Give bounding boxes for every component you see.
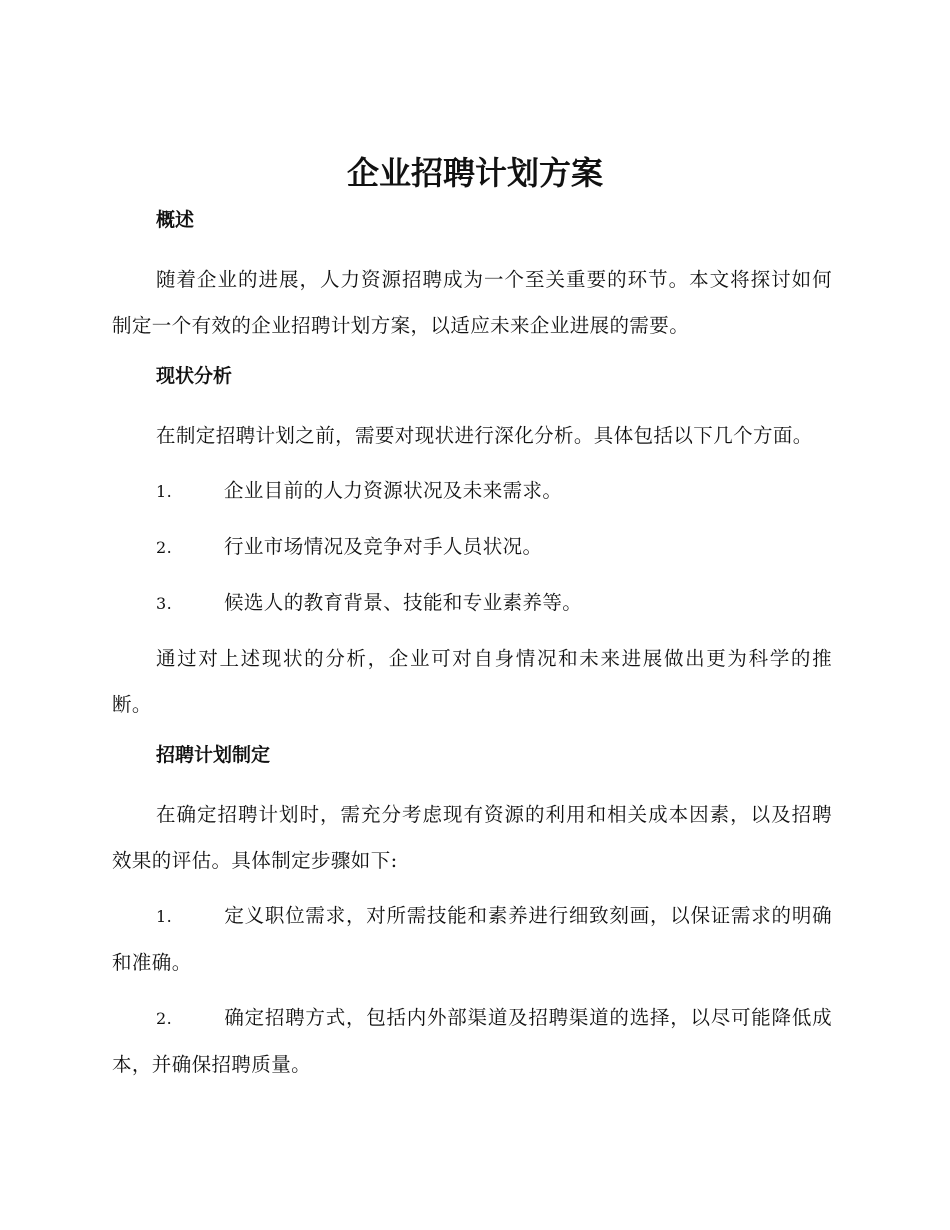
list-item (112, 893, 832, 986)
section-heading-status-analysis: 现状分析 (156, 365, 233, 387)
list-text: 行业市场情况及竞争对手人员状况。 (224, 535, 543, 558)
list-text: 确定招聘方式，包括内外部渠道及招聘渠道的选择，以尽可能降低成本，并确保招聘质量。 (112, 1006, 832, 1076)
section-heading-plan: 招聘计划制定 (156, 744, 271, 766)
list-number: 1. (156, 482, 173, 501)
paragraph-plan-intro: 在确定招聘计划时，需充分考虑现有资源的利用和相关成本因素，以及招聘效果的评估。具体制定步骤如下: (112, 803, 832, 872)
list-item (112, 524, 832, 571)
list-number: 1. (156, 907, 173, 926)
document-body (112, 203, 832, 1088)
paragraph-status-outro: 通过对上述现状的分析，企业可对自身情况和未来进展做出更为科学的推断。 (112, 647, 832, 716)
list-item (112, 995, 832, 1088)
list-number: 2. (156, 538, 173, 557)
section-heading-overview: 概述 (156, 209, 195, 231)
paragraph-status-intro: 在制定招聘计划之前，需要对现状进行深化分析。具体包括以下几个方面。 (156, 424, 813, 447)
list-text: 候选人的教育背景、技能和专业素养等。 (224, 591, 583, 614)
document-title: 企业招聘计划方案 (346, 154, 603, 192)
list-item (112, 468, 832, 515)
list-text: 定义职位需求，对所需技能和素养进行细致刻画，以保证需求的明确和准确。 (112, 904, 832, 974)
list-number: 3. (156, 594, 173, 613)
list-text: 企业目前的人力资源状况及未来需求。 (224, 479, 563, 502)
list-item (112, 580, 832, 627)
paragraph-overview: 随着企业的进展，人力资源招聘成为一个至关重要的环节。本文将探讨如何制定一个有效的企业招聘计划方案，以适应未来企业进展的需要。 (112, 268, 832, 337)
list-number: 2. (156, 1009, 173, 1028)
